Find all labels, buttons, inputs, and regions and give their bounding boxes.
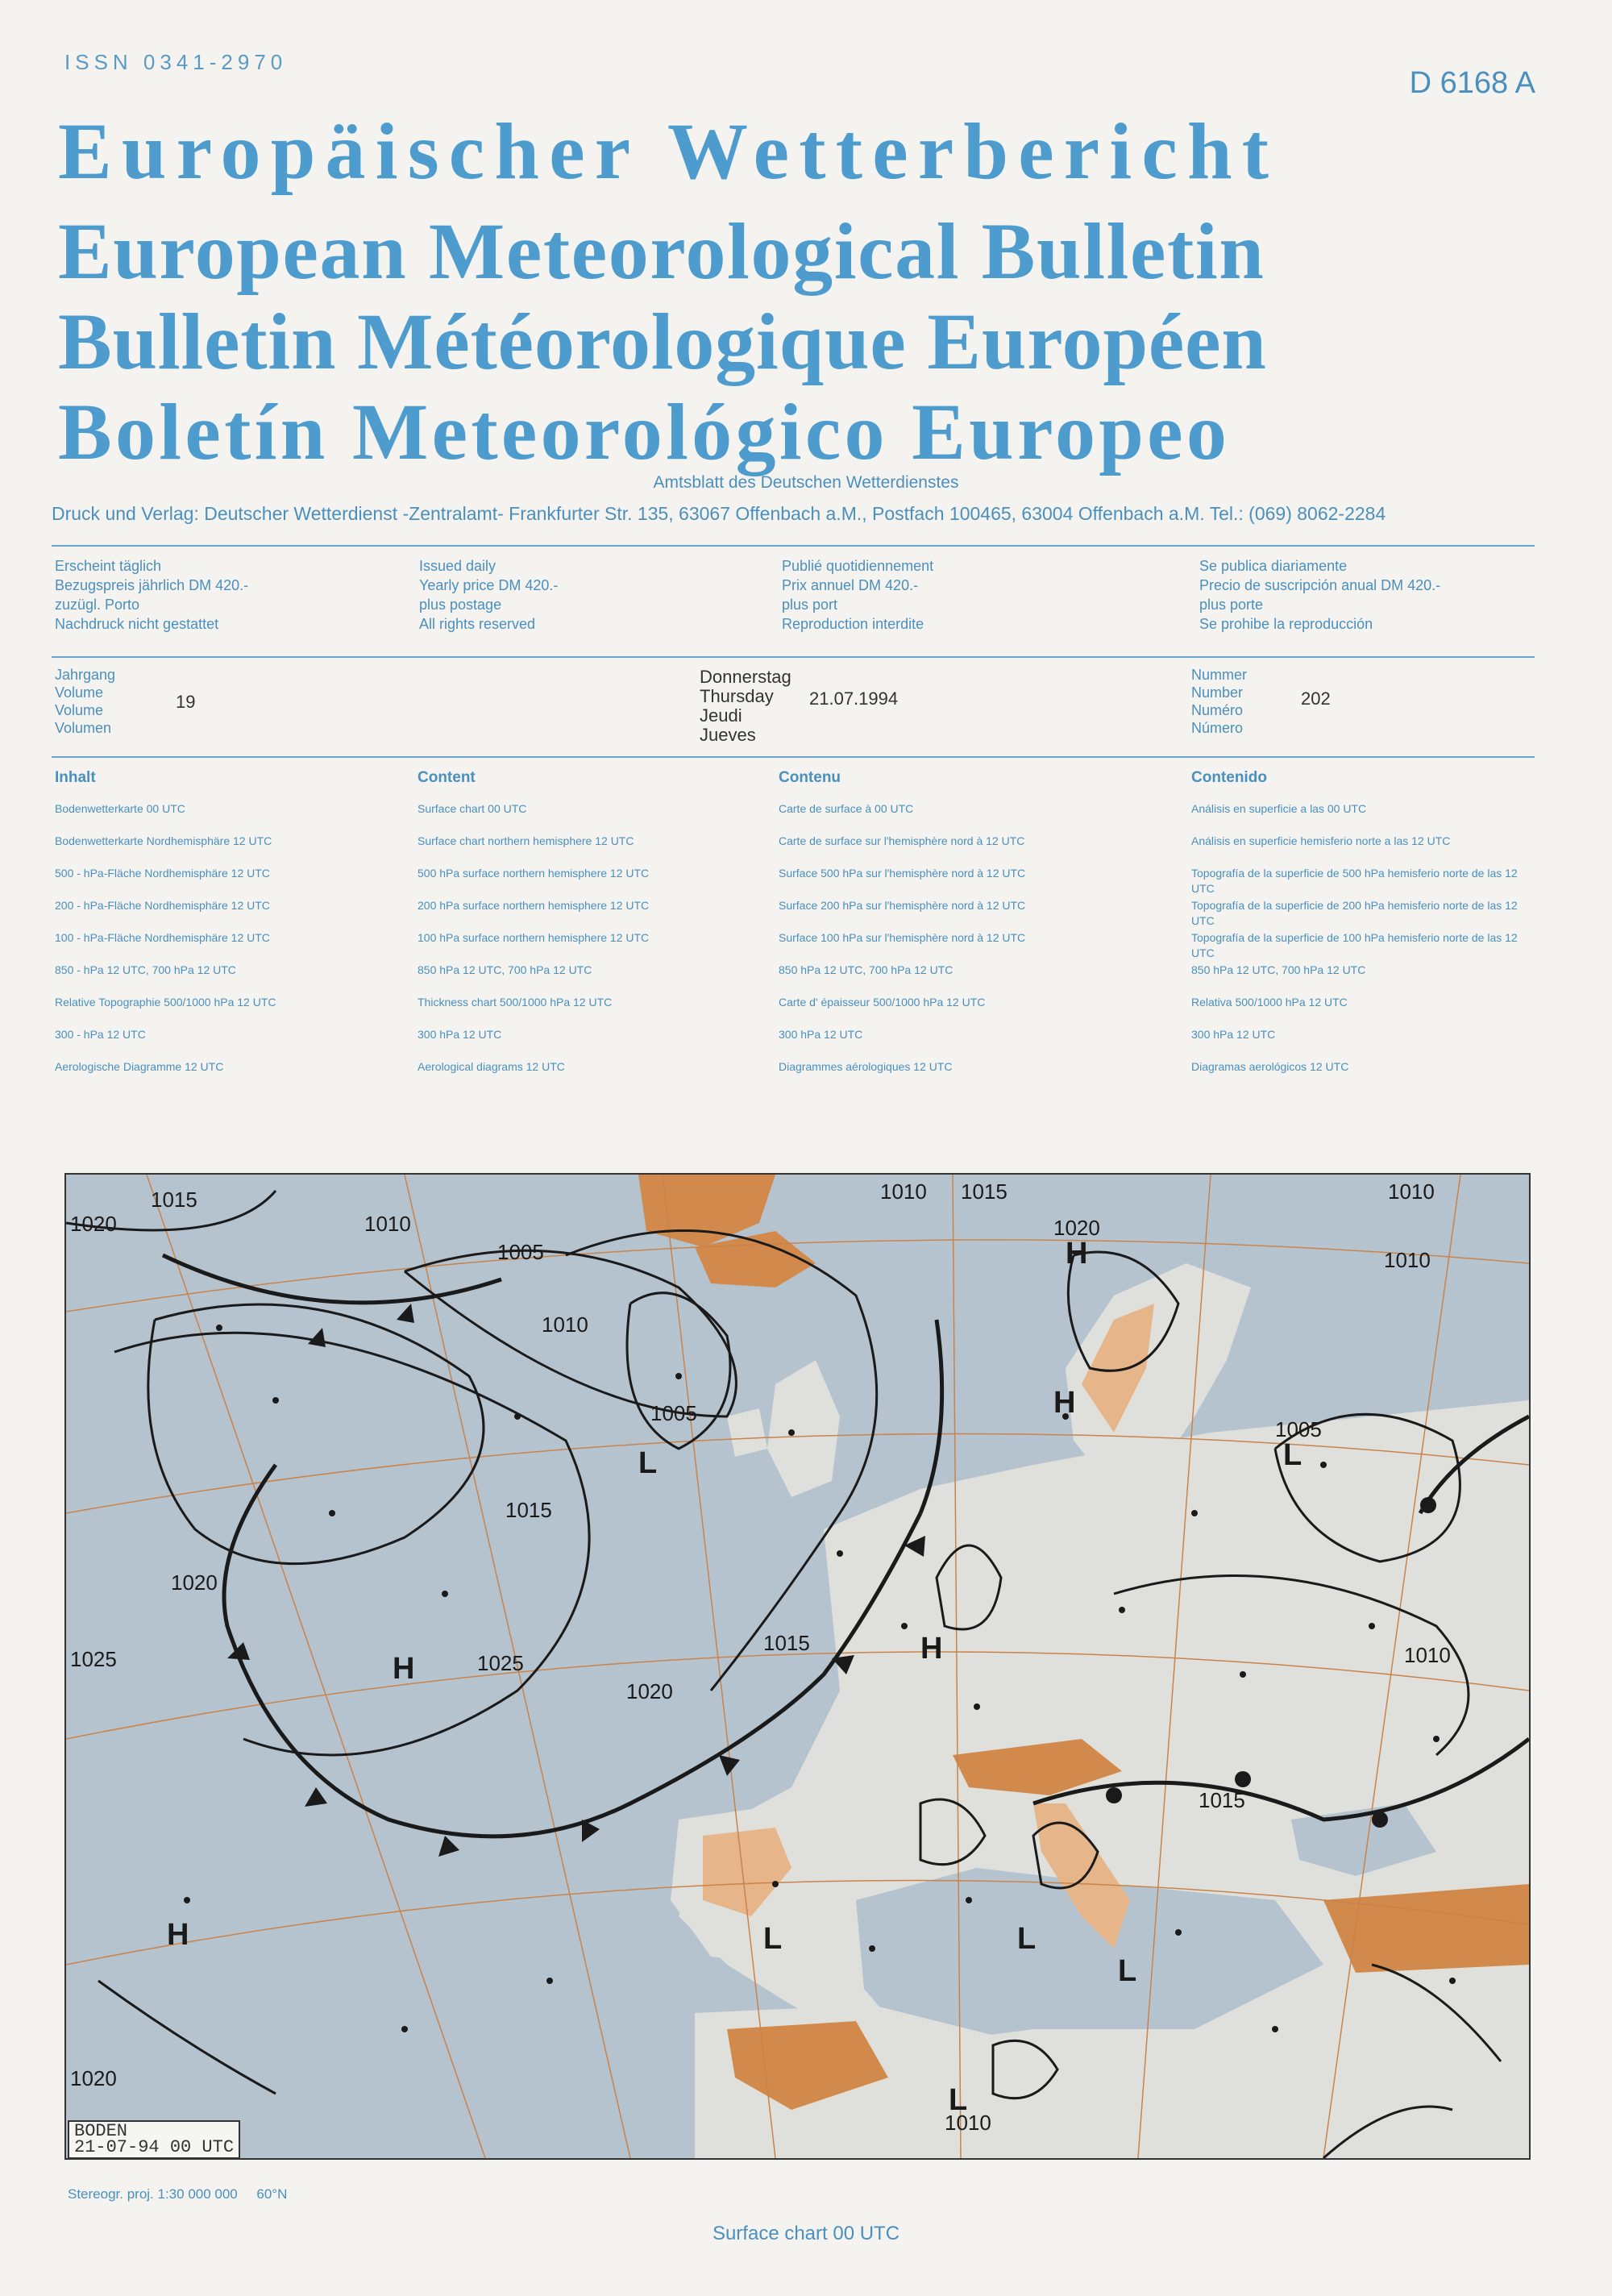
list-item: Surface chart northern hemisphere 12 UTC [418, 834, 634, 847]
weekday-labels: Donnerstag Thursday Jeudi Jueves [700, 667, 791, 745]
issue-number: 202 [1301, 688, 1331, 709]
isobar-label: 1025 [70, 1647, 117, 1671]
high-pressure-center: H [393, 1652, 415, 1686]
high-pressure-center: H [920, 1632, 943, 1666]
list-item: Topografía de la superficie de 100 hPa hemisferio norte de las 12 UTC [1191, 931, 1518, 959]
list-item: Topografía de la superficie de 500 hPa hemisferio norte de las 12 UTC [1191, 867, 1518, 895]
list-item: Aerologische Diagramme 12 UTC [55, 1060, 224, 1073]
isobar-label: 1015 [763, 1631, 810, 1655]
low-pressure-center: L [1118, 1954, 1137, 1988]
map-date-stamp: BODEN 21-07-94 00 UTC [68, 2120, 240, 2159]
list-item: Thickness chart 500/1000 hPa 12 UTC [418, 996, 613, 1009]
isobar-label: 1010 [364, 1212, 411, 1236]
contents-heading-fr: Contenu [779, 769, 841, 786]
list-item: 500 - hPa-Fläche Nordhemisphäre 12 UTC [55, 867, 270, 880]
isobar-label: 1010 [880, 1179, 927, 1204]
contents-heading-es: Contenido [1191, 769, 1267, 786]
list-item: Surface 100 hPa sur l'hemisphère nord à 12 UTC [779, 931, 1026, 944]
high-pressure-center: H [1066, 1237, 1088, 1271]
list-item: Relative Topographie 500/1000 hPa 12 UTC [55, 996, 276, 1009]
list-item: 850 hPa 12 UTC, 700 hPa 12 UTC [1191, 963, 1366, 976]
title-french: Bulletin Météorologique Européen [58, 297, 1267, 386]
isobar-label: 1010 [1388, 1179, 1435, 1204]
low-pressure-center: L [763, 1922, 783, 1956]
isobar-label: 1020 [70, 2066, 117, 2090]
isobar-label: 1020 [70, 1212, 117, 1236]
isobar-label: 1020 [626, 1679, 673, 1703]
list-item: Diagrammes aérologiques 12 UTC [779, 1060, 953, 1073]
title-spanish: Boletín Meteorológico Europeo [58, 387, 1231, 476]
list-item: 500 hPa surface northern hemisphere 12 UTC [418, 867, 650, 880]
list-item: Surface 500 hPa sur l'hemisphère nord à 12 UTC [779, 867, 1026, 880]
list-item: 850 hPa 12 UTC, 700 hPa 12 UTC [779, 963, 953, 976]
isobar-label: 1015 [961, 1179, 1008, 1204]
list-item: 850 - hPa 12 UTC, 700 hPa 12 UTC [55, 963, 236, 976]
weather-map-drawing [66, 1175, 1529, 2158]
publication-info-de: Erscheint täglich Bezugspreis jährlich DM 420.- zuzügl. Porto Nachdruck nicht gestattet [55, 558, 249, 632]
isobar-label: 1015 [151, 1188, 197, 1212]
volume-number: 19 [176, 692, 196, 712]
contents-column-en [418, 769, 772, 1084]
list-item: 300 hPa 12 UTC [779, 1028, 863, 1041]
list-item: 850 hPa 12 UTC, 700 hPa 12 UTC [418, 963, 592, 976]
isobar-label: 1010 [1384, 1248, 1431, 1272]
divider [52, 756, 1535, 758]
surface-weather-map [64, 1173, 1531, 2160]
publication-info-es: Se publica diariamente Precio de suscripción anual DM 420.- plus porte Se prohibe la reproducción [1199, 558, 1441, 632]
list-item: Análisis en superficie hemisferio norte a las 12 UTC [1191, 834, 1451, 847]
isobar-label: 1010 [542, 1312, 588, 1337]
contents-column-fr [779, 769, 1174, 1084]
publication-info-fr: Publié quotidiennement Prix annuel DM 420.- plus port Reproduction interdite [782, 558, 934, 632]
contents-heading-de: Inhalt [55, 769, 96, 786]
list-item: Carte de surface à 00 UTC [779, 802, 914, 815]
low-pressure-center: L [949, 2083, 968, 2117]
divider [52, 656, 1535, 658]
volume-labels: Jahrgang Volume Volume Volumen [55, 667, 116, 736]
low-pressure-center: L [638, 1446, 658, 1480]
list-item: 300 hPa 12 UTC [1191, 1028, 1276, 1041]
high-pressure-center: H [167, 1918, 189, 1952]
contents-heading-en: Content [418, 769, 476, 786]
isobar-label: 1010 [1404, 1643, 1451, 1667]
list-item: Carte de surface sur l'hemisphère nord à 12 UTC [779, 834, 1025, 847]
list-item: Topografía de la superficie de 200 hPa hemisferio norte de las 12 UTC [1191, 899, 1518, 927]
list-item: Bodenwetterkarte Nordhemisphäre 12 UTC [55, 834, 272, 847]
issue-date: 21.07.1994 [809, 688, 899, 709]
title-english: European Meteorological Bulletin [58, 206, 1265, 296]
list-item: Relativa 500/1000 hPa 12 UTC [1191, 996, 1348, 1009]
list-item: 300 - hPa 12 UTC [55, 1028, 146, 1041]
contents-column-de [55, 769, 401, 1084]
isobar-label: 1015 [1199, 1788, 1245, 1812]
isobar-label: 1005 [1275, 1417, 1322, 1441]
isobar-label: 1020 [171, 1570, 218, 1595]
list-item: Diagramas aerológicos 12 UTC [1191, 1060, 1349, 1073]
postal-code: D 6168 A [1409, 66, 1535, 100]
map-caption: Surface chart 00 UTC [712, 2223, 900, 2244]
list-item: Análisis en superficie a las 00 UTC [1191, 802, 1367, 815]
amtsblatt-line: Amtsblatt des Deutschen Wetterdienstes [653, 473, 959, 492]
isobar-label: 1015 [505, 1498, 552, 1522]
title-german: Europäischer Wetterbericht [58, 106, 1279, 196]
list-item: 100 hPa surface northern hemisphere 12 UTC [418, 931, 650, 944]
list-item: 200 hPa surface northern hemisphere 12 UTC [418, 899, 650, 912]
publication-info-en: Issued daily Yearly price DM 420.- plus postage All rights reserved [419, 558, 559, 632]
list-item: 100 - hPa-Fläche Nordhemisphäre 12 UTC [55, 931, 270, 944]
isobar-label: 1025 [477, 1651, 524, 1675]
high-pressure-center: H [1053, 1386, 1076, 1420]
isobar-label: 1020 [1053, 1216, 1100, 1240]
map-projection: Stereogr. proj. 1:30 000 000 60°N [68, 2186, 288, 2202]
isobar-label: 1010 [945, 2111, 991, 2135]
isobar-label: 1005 [650, 1401, 697, 1425]
low-pressure-center: L [1017, 1922, 1037, 1956]
low-pressure-center: L [1283, 1438, 1302, 1472]
list-item: 300 hPa 12 UTC [418, 1028, 502, 1041]
list-item: Surface chart 00 UTC [418, 802, 527, 815]
list-item: Carte d' épaisseur 500/1000 hPa 12 UTC [779, 996, 986, 1009]
contents-column-es [1191, 769, 1530, 1084]
number-labels: Nummer Number Numéro Número [1191, 667, 1248, 736]
list-item: Surface 200 hPa sur l'hemisphère nord à 12 UTC [779, 899, 1026, 912]
issn-number: ISSN 0341-2970 [64, 50, 288, 74]
divider [52, 545, 1535, 547]
isobar-label: 1005 [497, 1240, 544, 1264]
list-item: Bodenwetterkarte 00 UTC [55, 802, 185, 815]
publisher-line: Druck und Verlag: Deutscher Wetterdienst -Zentralamt- Frankfurter Str. 135, 63067 Offenbach a.M., Postfach 100465, 63004 Offenbach a.M. Tel.: (069) 8062-2284 [52, 503, 1386, 524]
list-item: 200 - hPa-Fläche Nordhemisphäre 12 UTC [55, 899, 270, 912]
list-item: Aerological diagrams 12 UTC [418, 1060, 565, 1073]
